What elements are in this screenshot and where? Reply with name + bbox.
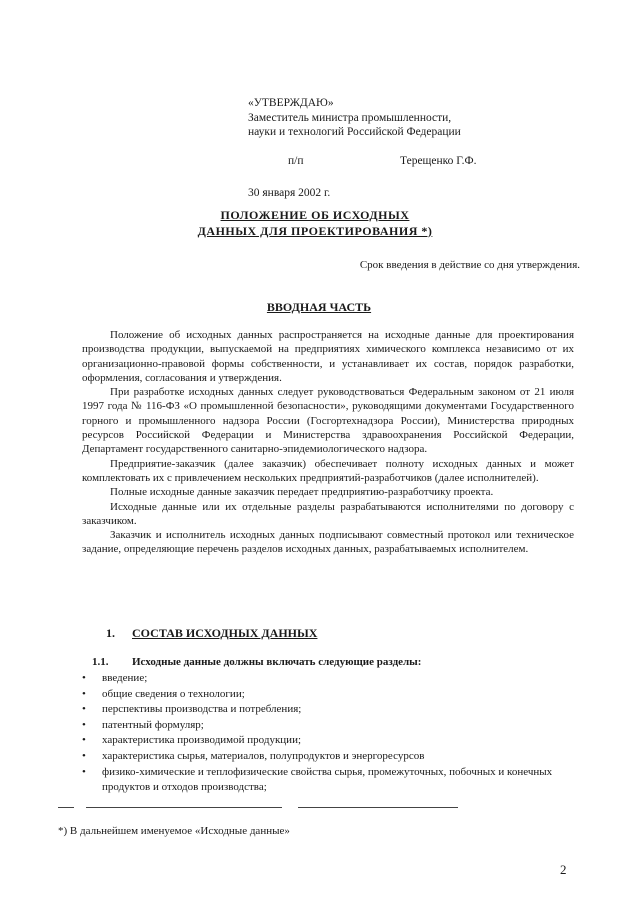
list-item xyxy=(82,765,572,796)
approval-position-line1: Заместитель министра промышленности, xyxy=(248,111,452,124)
subsection-heading xyxy=(92,655,421,669)
bullet-icon: • xyxy=(82,750,86,763)
intro-paragraph: Положение об исходных данных распространяется на исходные данные для проектирования производства продукции, выпускаемой на предприятиях химического комплекса независимо от их организационно-правовой формы собственности, и устанавливает их состав, порядок разработки, оформления, согласования и утверждения. xyxy=(82,329,574,384)
list-item-text: перспективы производства и потребления; xyxy=(102,703,302,716)
bullet-icon: • xyxy=(82,703,86,716)
list-item xyxy=(82,749,572,765)
list-item-text: общие сведения о технологии; xyxy=(102,687,245,700)
document-title-line1: ПОЛОЖЕНИЕ ОБ ИСХОДНЫХ xyxy=(220,208,410,222)
footnote: *) В дальнейшем именуемое «Исходные данные» xyxy=(58,825,290,837)
intro-paragraph: Заказчик и исполнитель исходных данных подписывают совместный протокол или техническое задание, определяющие перечень разделов исходных данных, разрабатываемых исполнителем. xyxy=(82,529,574,556)
section-number: 1. xyxy=(106,626,115,640)
document-title xyxy=(150,208,480,239)
intro-paragraph: При разработке исходных данных следует руководствоваться Федеральным законом от 21 июля 1997 года № 116-ФЗ «О промышленной безопасности», руководящими документами Государственного горного и промышленного надзора России (Госгортехнадзора России), Министерства природных ресурсов Российской Федерации и Министерства здравоохранения Российской Федерации, Департамент государственного санитарно-эпидемиологического надзора. xyxy=(82,386,574,456)
signatory-name: Терещенко Г.Ф. xyxy=(400,155,477,168)
signature-row xyxy=(248,154,548,170)
signature-mark: п/п xyxy=(288,155,304,168)
list-item xyxy=(82,687,572,703)
bullet-icon: • xyxy=(82,718,86,731)
list-item xyxy=(82,702,572,718)
section-title: СОСТАВ ИСХОДНЫХ ДАННЫХ xyxy=(132,626,318,640)
document-title-line2: ДАННЫХ ДЛЯ ПРОЕКТИРОВАНИЯ *) xyxy=(197,223,433,238)
bullet-icon: • xyxy=(82,687,86,700)
intro-heading: ВВОДНАЯ ЧАСТЬ xyxy=(266,300,372,314)
page-number: 2 xyxy=(560,862,567,877)
intro-paragraph: Исходные данные или их отдельные разделы разрабатываются исполнителями по договору с заказчиком. xyxy=(82,500,574,527)
list-item xyxy=(82,718,572,734)
intro-paragraph: Полные исходные данные заказчик передает предприятию-разработчику проекта. xyxy=(110,486,494,499)
list-item-text: введение; xyxy=(102,672,148,684)
section-items-list xyxy=(82,671,572,796)
effective-date: Срок введения в действие со дня утверждения. xyxy=(359,259,580,271)
bullet-icon: • xyxy=(82,765,86,778)
footnote-rule xyxy=(58,807,74,808)
footnote-rule xyxy=(86,807,282,808)
list-item-text: патентный формуляр; xyxy=(102,718,204,731)
intro-paragraph: Предприятие-заказчик (далее заказчик) обеспечивает полноту исходных данных и может комплектовать их с привлечением нескольких предприятий-разработчиков (далее исполнителей). xyxy=(82,457,574,484)
subsection-number: 1.1. xyxy=(92,656,109,668)
approval-heading: «УТВЕРЖДАЮ» xyxy=(248,97,334,109)
list-item-text: характеристика сырья, материалов, полупродуктов и энергоресурсов xyxy=(102,750,425,763)
bullet-icon: • xyxy=(82,734,86,747)
list-item xyxy=(82,733,572,749)
footnote-rule xyxy=(298,807,458,808)
list-item-text: характеристика производимой продукции; xyxy=(102,734,302,747)
list-item-text: физико-химические и теплофизические свойства сырья, промежуточных, побочных и конечных продуктов и отходов производства; xyxy=(102,765,553,794)
subsection-title: Исходные данные должны включать следующие разделы: xyxy=(132,656,422,668)
approval-date: 30 января 2002 г. xyxy=(248,187,331,200)
section-heading xyxy=(106,626,317,641)
list-item xyxy=(82,671,572,687)
approval-block xyxy=(248,96,548,201)
intro-body xyxy=(82,328,574,557)
bullet-icon: • xyxy=(82,672,86,684)
approval-position-line2: науки и технологий Российской Федерации xyxy=(248,126,461,139)
